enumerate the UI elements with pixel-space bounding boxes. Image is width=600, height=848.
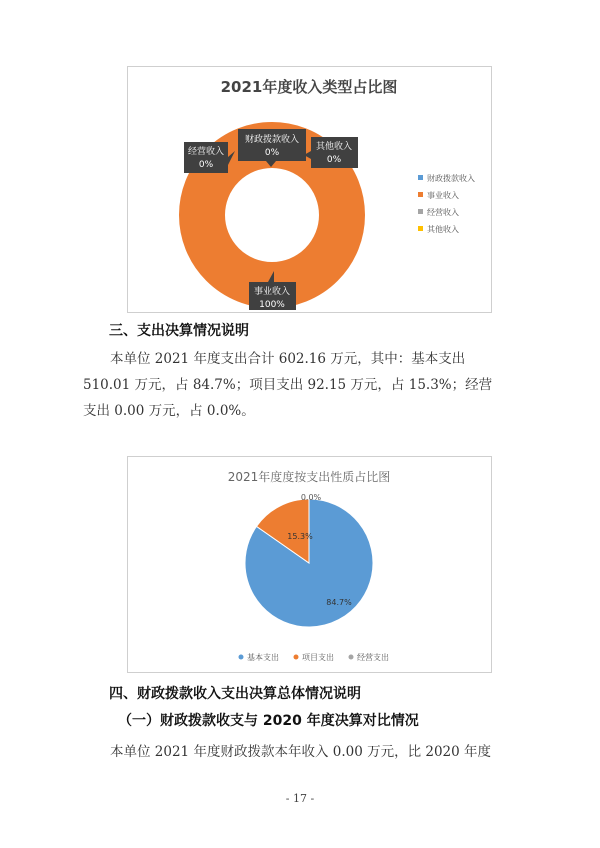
expense-pie-svg: [128, 457, 491, 672]
legend-label-basic: 基本支出: [247, 653, 279, 662]
callout-other-value: 0%: [326, 155, 342, 165]
section3-heading: 三、支出决算情况说明: [109, 323, 249, 339]
callout-fiscal-name: 财政拨款收入: [244, 135, 300, 145]
para1-line3: 支出 0.00 万元，占 0.0%。: [83, 403, 255, 419]
label-operating-pct: 0.0%: [300, 493, 322, 502]
legend-swatch-basic: [239, 655, 244, 660]
label-basic-pct: 84.7%: [326, 598, 352, 607]
legend-label-operating-exp: 经营支出: [357, 653, 389, 662]
legend-swatch-fiscal: [418, 175, 423, 180]
callout-business-name: 事业收入: [253, 287, 291, 297]
legend-swatch-other: [418, 226, 423, 231]
subsection-heading: （一）财政拨款收支与 2020 年度决算对比情况: [118, 713, 419, 729]
legend-swatch-operating-exp: [349, 655, 354, 660]
callout-operating-name: 经营收入: [187, 147, 225, 157]
expense-nature-chart: [127, 456, 492, 673]
para1-line2: 510.01 万元，占 84.7%；项目支出 92.15 万元，占 15.3%；经营: [83, 377, 493, 393]
expense-paragraph: [83, 346, 513, 424]
income-legend: [418, 173, 475, 234]
label-project-pct: 15.3%: [287, 532, 313, 541]
callout-business-value: 100%: [259, 300, 285, 310]
callout-other: [304, 137, 358, 168]
legend-swatch-project: [294, 655, 299, 660]
para2-line1: 本单位 2021 年度财政拨款本年收入 0.00 万元，比 2020 年度: [110, 744, 492, 760]
callout-operating-value: 0%: [198, 160, 214, 170]
expense-pie: [245, 499, 373, 627]
para1-line1: 本单位 2021 年度支出合计 602.16 万元，其中：基本支出: [110, 351, 466, 367]
legend-label-fiscal: 财政拨款收入: [427, 174, 475, 183]
callout-fiscal-value: 0%: [264, 148, 280, 158]
income-chart-title: 2021年度收入类型占比图: [220, 78, 398, 96]
legend-label-business: 事业收入: [427, 191, 459, 200]
callout-operating: [184, 142, 235, 173]
fiscal-paragraph: [83, 739, 513, 765]
legend-label-project: 项目支出: [302, 653, 334, 662]
legend-label-other: 其他收入: [427, 225, 459, 234]
income-type-chart: [127, 66, 492, 313]
income-donut-svg: [128, 67, 491, 312]
legend-swatch-operating: [418, 209, 423, 214]
expense-chart-title: 2021年度度按支出性质占比图: [227, 470, 391, 484]
section4-heading: 四、财政拨款收入支出决算总体情况说明: [109, 686, 361, 702]
callout-other-name: 其他收入: [315, 142, 353, 152]
legend-swatch-business: [418, 192, 423, 197]
legend-label-operating: 经营收入: [427, 208, 459, 217]
expense-legend: [239, 652, 390, 662]
page-number: - 17 -: [285, 792, 315, 805]
